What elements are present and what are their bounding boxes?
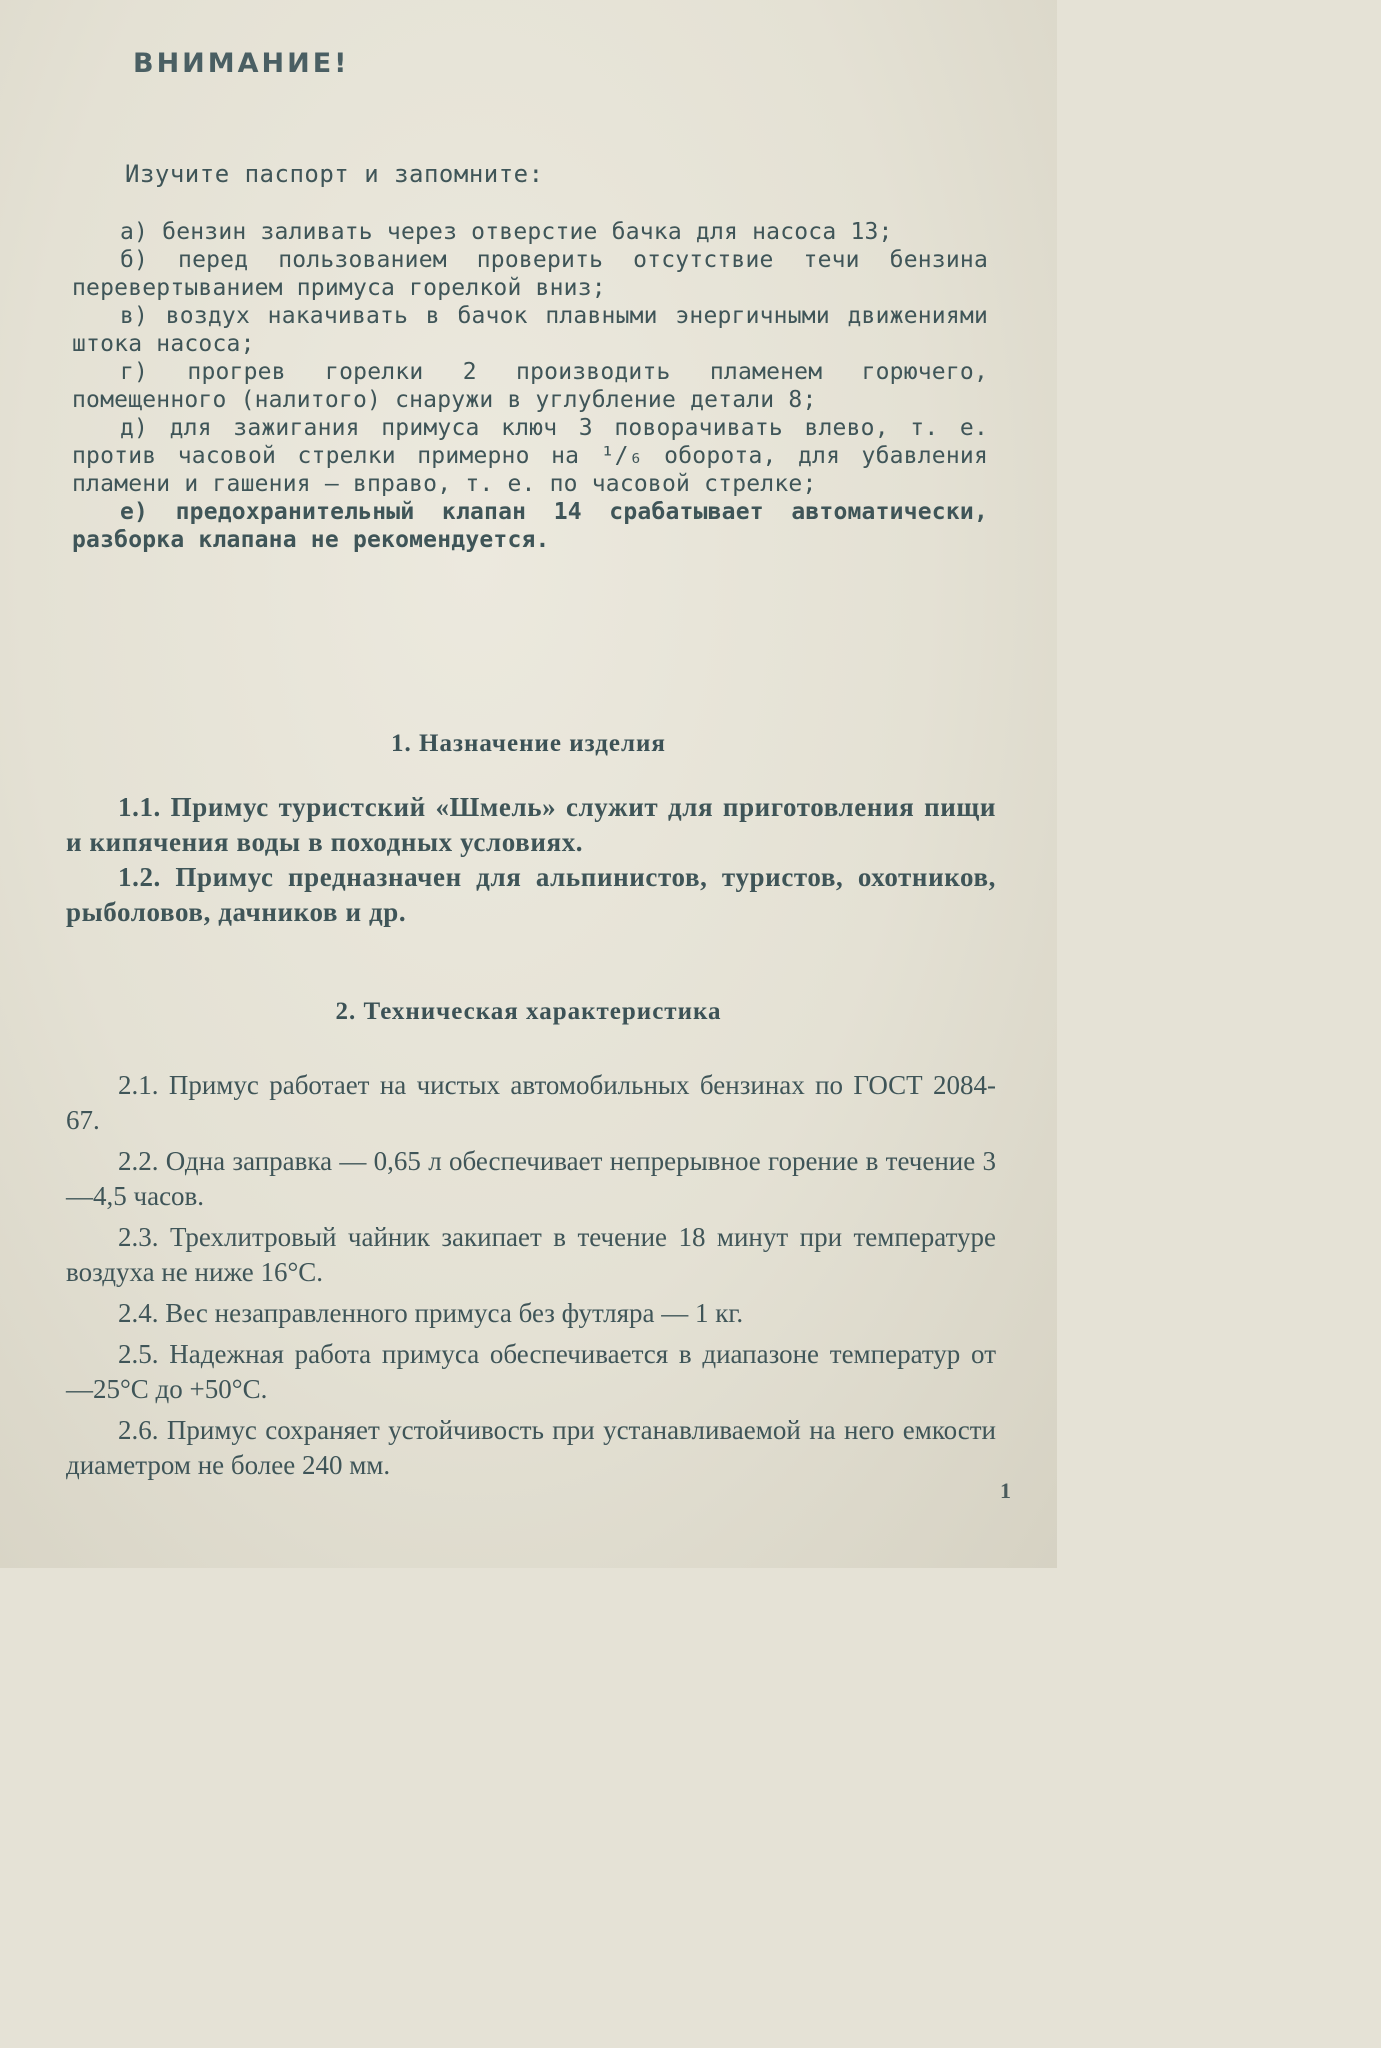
instruction-item-e: д) для зажигания примуса ключ 3 поворачивать влево, т. е. против часовой стрелки примерно на ¹/₆ оборота, для убавления пламени и гашения — вправо, т. е. по часовой стрелке; bbox=[72, 415, 988, 497]
paragraph-1-1: 1.1. Примус туристский «Шмель» служит для приготовления пищи и кипячения воды в походных условиях. bbox=[66, 792, 996, 857]
instruction-item-c: в) воздух накачивать в бачок плавными энергичными движениями штока насоса; bbox=[72, 303, 988, 357]
intro-line: Изучите паспорт и запомните: bbox=[125, 160, 544, 188]
instruction-item-a: а) бензин заливать через отверстие бачка для насоса 13; bbox=[120, 219, 893, 245]
paragraph-2-2: 2.2. Одна заправка — 0,65 л обеспечивает непрерывное горение в течение 3—4,5 часов. bbox=[66, 1146, 996, 1211]
section-2-body bbox=[66, 1068, 996, 1489]
page-number: 1 bbox=[1000, 1478, 1011, 1503]
paragraph-2-4: 2.4. Вес незаправленного примуса без футляра — 1 кг. bbox=[118, 1298, 744, 1328]
section-2-title: 2. Техническая характеристика bbox=[335, 998, 722, 1025]
paragraph-2-1: 2.1. Примус работает на чистых автомобильных бензинах по ГОСТ 2084-67. bbox=[66, 1070, 996, 1135]
paragraph-1-2: 1.2. Примус предназначен для альпинистов, туристов, охотников, рыболовов, дачников и др. bbox=[66, 862, 996, 927]
instructions-list bbox=[72, 218, 988, 554]
warning-heading: ВНИМАНИЕ! bbox=[133, 48, 350, 79]
instruction-item-f: е) предохранительный клапан 14 срабатывает автоматически, разборка клапана не рекомендуется. bbox=[72, 499, 988, 553]
instruction-item-b: б) перед пользованием проверить отсутствие течи бензина перевертыванием примуса горелкой вниз; bbox=[72, 247, 988, 301]
instruction-item-d: г) прогрев горелки 2 производить пламенем горючего, помещенного (налитого) снаружи в углубление детали 8; bbox=[72, 359, 988, 413]
paragraph-2-5: 2.5. Надежная работа примуса обеспечивается в диапазоне температур от —25°С до +50°С. bbox=[66, 1339, 996, 1404]
paragraph-2-6: 2.6. Примус сохраняет устойчивость при устанавливаемой на него емкости диаметром не более 240 мм. bbox=[66, 1415, 996, 1480]
section-1-body bbox=[66, 790, 996, 930]
paragraph-2-3: 2.3. Трехлитровый чайник закипает в течение 18 минут при температуре воздуха не ниже 16°С. bbox=[66, 1222, 996, 1287]
section-1-title: 1. Назначение изделия bbox=[391, 730, 666, 757]
